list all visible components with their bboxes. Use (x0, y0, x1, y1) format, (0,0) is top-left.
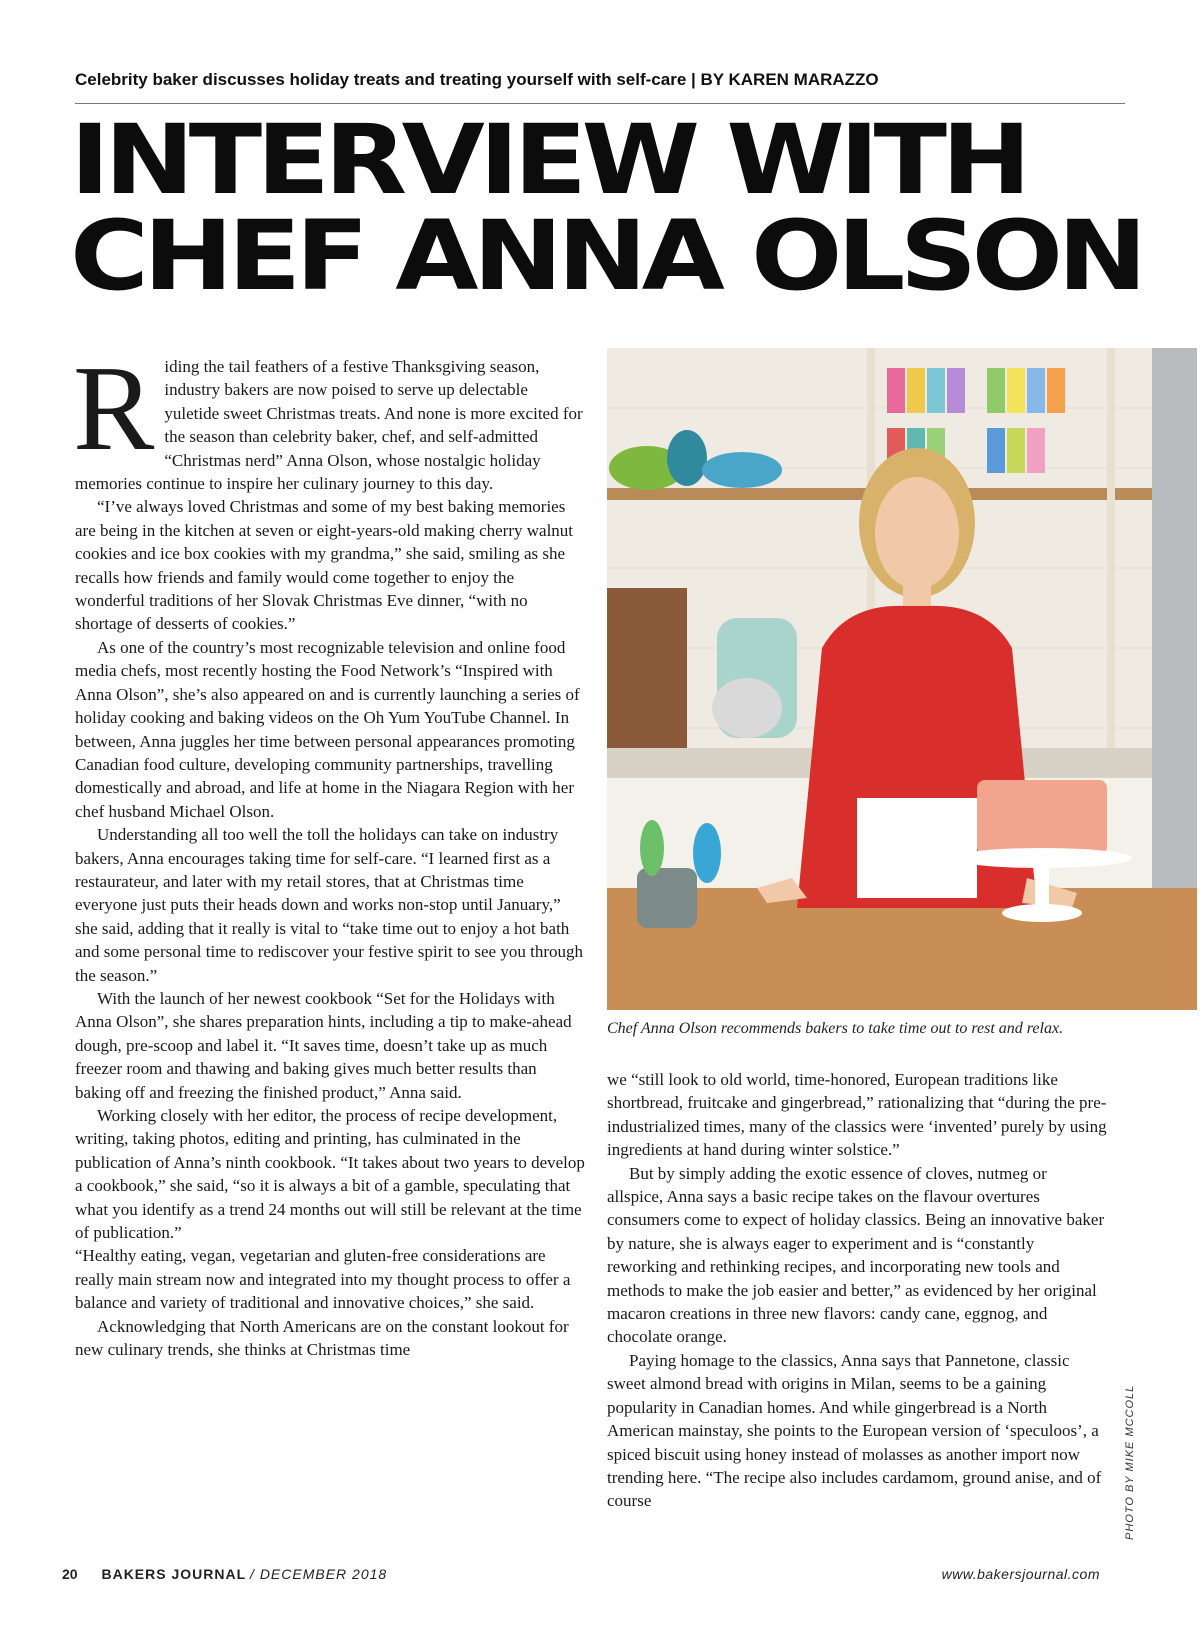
page-footer-left (62, 1566, 387, 1582)
issue-date: / DECEMBER 2018 (250, 1566, 388, 1582)
body-paragraph: Understanding all too well the toll the holidays can take on industry bakers, Anna encourages taking time for self-care. “I learned first as a restaurateur, and later with my retail stores, that at Christmas time everyone just puts their heads down and works non-stop until January,” she said, adding that it really is vital to “take time out to enjoy a hot bath and some personal time to rediscover your festive spirit to see you through the season.” (75, 825, 583, 985)
website-link[interactable]: www.bakersjournal.com (941, 1566, 1100, 1582)
page-number: 20 (62, 1566, 78, 1582)
photo-caption: Chef Anna Olson recommends bakers to take time out to rest and relax. (607, 1020, 1064, 1037)
drop-cap: R (73, 341, 155, 476)
body-paragraph-lead (73, 341, 585, 495)
body-paragraph: Acknowledging that North Americans are on the constant lookout for new culinary trends, she thinks at Christmas time (75, 1316, 569, 1360)
body-paragraph: “Healthy eating, vegan, vegetarian and gluten-free considerations are really main stream now and integrated into my thought process to offer a balance and variety of traditional and innovative choices,” she said. (75, 1246, 571, 1313)
magazine-name: BAKERS JOURNAL (101, 1566, 247, 1582)
headline-line-1: INTERVIEW WITH (70, 104, 1026, 216)
body-paragraph: With the launch of her newest cookbook “Set for the Holidays with Anna Olson”, she shares preparation hints, including a tip to make-ahead dough, pre-scoop and label it. “It saves time, doesn’t take up as much freezer room and thawing and baking gives much better results than baking off and freezing the finished product,” Anna said. (75, 988, 572, 1102)
body-paragraph: Working closely with her editor, the process of recipe development, writing, taking photos, editing and printing, has culminated in the publication of Anna’s ninth cookbook. “It takes about two years to develop a cookbook,” she said, “so it is always a bit of a gamble, speculating that what you identify as a trend 24 months out will still be relevant at the time of publication.” (75, 1106, 585, 1243)
lead-paragraph-text: iding the tail feathers of a festive Thanksgiving season, industry bakers are now poised to serve up delectable yuletide sweet Christmas treats. And none is more excited for the season than celebrity baker, chef, and self-admitted “Christmas nerd” Anna Olson, whose nostalgic holiday memories continue to inspire her culinary journey to this day. (75, 357, 583, 494)
body-paragraph: But by simply adding the exotic essence of cloves, nutmeg or allspice, Anna says a basic recipe takes on the flavour overtures consumers come to expect of holiday classics. Being an innovative baker by nature, she is always eager to experiment and is “constantly reworking and rethinking recipes, and incorporating new tools and methods to make the job easier and better,” as evidenced by her original macaron creations in three new flavors: candy cane, eggnog, and chocolate orange. (607, 1163, 1105, 1347)
chef-photo-illustration (607, 348, 1197, 1010)
chef-photo (607, 348, 1197, 1010)
body-paragraph: “I’ve always loved Christmas and some of my best baking memories are being in the kitchen at seven or eight-years-old making cherry walnut cookies and ice box cookies with my grandma,” she said, smiling as she recalls how friends and family would come together to enjoy the wonderful traditions of her Slovak Christmas Eve dinner, “with no shortage of desserts of cookies.” (75, 497, 574, 634)
article-deck: Celebrity baker discusses holiday treats and treating yourself with self-care | BY KAREN MARAZZO (75, 70, 879, 89)
photo-credit: PHOTO BY MIKE MCCOLL (1124, 1384, 1136, 1540)
body-paragraph: Paying homage to the classics, Anna says that Pannetone, classic sweet almond bread with origins in Milan, seems to be a gaining popularity in Canadian homes. And while gingerbread is a North American mainstay, she points to the European version of ‘speculoos’, a spiced biscuit using honey instead of molasses as another import now trending here. “The recipe also includes cardamom, ground anise, and of course (607, 1350, 1102, 1511)
headline-line-2: CHEF ANNA OLSON (70, 200, 1142, 312)
body-paragraph: we “still look to old world, time-honored, European traditions like shortbread, fruitcake and gingerbread,” rationalizing that “during the pre-industrialized times, many of the classics were ‘invented’ purely by using ingredients at hand during winter solstice.” (607, 1070, 1107, 1160)
body-column-right (607, 1068, 1107, 1513)
body-column-left (73, 341, 585, 1361)
body-paragraph: As one of the country’s most recognizable television and online food media chefs, most recently hosting the Food Network’s “Inspired with Anna Olson”, she’s also appeared on and is currently launching a series of holiday cooking and baking videos on the Oh Yum YouTube Channel. In between, Anna juggles her time between personal appearances promoting Canadian food culture, developing community partnerships, travelling domestically and abroad, and life at home in the Niagara Region with her chef husband Michael Olson. (75, 637, 580, 821)
article-headline (70, 104, 1200, 312)
